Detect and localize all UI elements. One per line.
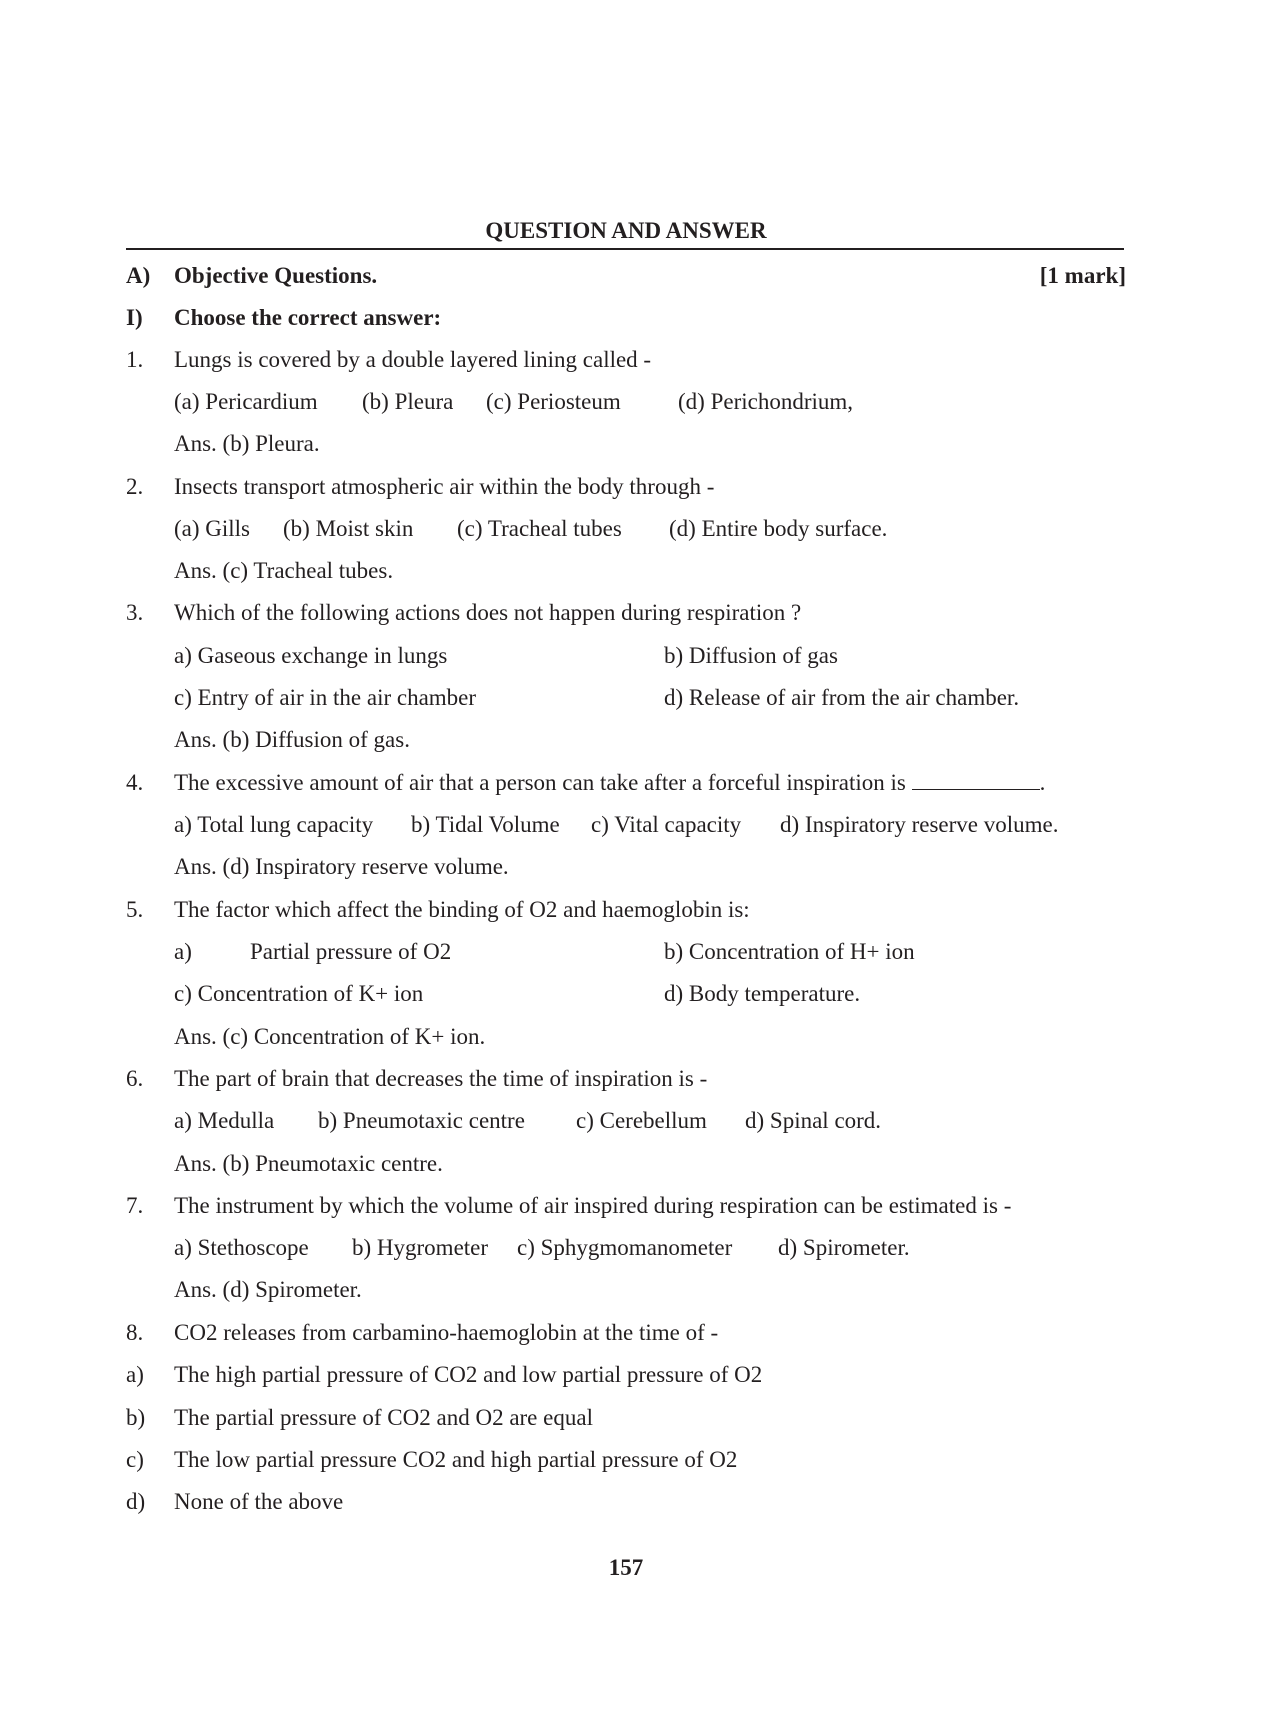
option: (d) Entire body surface. xyxy=(669,516,888,541)
question-text: Lungs is covered by a double layered lining called - xyxy=(174,347,652,372)
question-5-options-row-2 xyxy=(126,978,1126,1010)
answer-text: Ans. (b) Diffusion of gas. xyxy=(174,727,410,752)
option-text: The partial pressure of CO2 and O2 are equal xyxy=(174,1405,593,1430)
question-8-option-a xyxy=(126,1359,1126,1391)
subsection-label: I) xyxy=(126,305,143,330)
option: a) Medulla xyxy=(174,1108,275,1133)
question-1 xyxy=(126,344,1126,376)
option-text: The low partial pressure CO2 and high partial pressure of O2 xyxy=(174,1447,738,1472)
question-7-answer xyxy=(126,1274,1126,1306)
option: a) Gaseous exchange in lungs xyxy=(174,643,448,668)
question-2-answer xyxy=(126,555,1126,587)
question-5-options-row-1 xyxy=(126,936,1126,968)
option: Partial pressure of O2 xyxy=(250,939,452,964)
question-text: Insects transport atmospheric air within the body through - xyxy=(174,474,715,499)
question-6 xyxy=(126,1063,1126,1095)
question-1-options xyxy=(126,386,1126,418)
question-4 xyxy=(126,767,1126,799)
answer-blank xyxy=(912,767,1040,790)
question-number: 2. xyxy=(126,474,144,499)
option-label: a) xyxy=(174,939,192,964)
option: d) Spirometer. xyxy=(778,1235,910,1260)
question-3-answer xyxy=(126,724,1126,756)
question-3 xyxy=(126,597,1126,629)
question-number: 5. xyxy=(126,897,144,922)
section-heading xyxy=(126,260,1126,292)
question-text: The factor which affect the binding of O2 and haemoglobin is: xyxy=(174,897,750,922)
question-1-answer xyxy=(126,428,1126,460)
subsection-title: Choose the correct answer: xyxy=(174,305,442,330)
option: (a) Gills xyxy=(174,516,251,541)
question-8-option-b xyxy=(126,1402,1126,1434)
question-8-option-d xyxy=(126,1486,1126,1518)
option: (d) Perichondrium, xyxy=(678,389,854,414)
option: c) Cerebellum xyxy=(576,1108,707,1133)
question-4-options xyxy=(126,809,1126,841)
option: (b) Moist skin xyxy=(283,516,414,541)
option: b) Tidal Volume xyxy=(411,812,560,837)
option: c) Sphygmomanometer xyxy=(517,1235,733,1260)
page-number: 157 xyxy=(608,1555,644,1580)
title-underline xyxy=(126,248,1124,250)
page-title: QUESTION AND ANSWER xyxy=(485,218,767,243)
question-3-options-row-2 xyxy=(126,682,1126,714)
question-text: The part of brain that decreases the time of inspiration is - xyxy=(174,1066,708,1091)
option: d) Release of air from the air chamber. xyxy=(664,685,1020,710)
answer-text: Ans. (d) Inspiratory reserve volume. xyxy=(174,854,509,879)
option: d) Spinal cord. xyxy=(745,1108,882,1133)
question-text-end: . xyxy=(1039,770,1046,795)
option-label: b) xyxy=(126,1405,146,1430)
answer-text: Ans. (c) Tracheal tubes. xyxy=(174,558,394,583)
option: b) Diffusion of gas xyxy=(664,643,838,668)
question-2 xyxy=(126,471,1126,503)
question-4-answer xyxy=(126,851,1126,883)
question-text: The excessive amount of air that a person can take after a forceful inspiration is xyxy=(174,770,906,795)
question-7-options xyxy=(126,1232,1126,1264)
option-label: a) xyxy=(126,1362,144,1387)
question-7 xyxy=(126,1190,1126,1222)
answer-text: Ans. (b) Pneumotaxic centre. xyxy=(174,1151,443,1176)
option: a) Stethoscope xyxy=(174,1235,309,1260)
section-marks: [1 mark] xyxy=(1039,263,1126,288)
question-3-options-row-1 xyxy=(126,640,1126,672)
question-number: 8. xyxy=(126,1320,144,1345)
question-6-options xyxy=(126,1105,1126,1137)
question-number: 7. xyxy=(126,1193,144,1218)
answer-text: Ans. (c) Concentration of K+ ion. xyxy=(174,1024,486,1049)
answer-text: Ans. (d) Spirometer. xyxy=(174,1277,362,1302)
question-8 xyxy=(126,1317,1126,1349)
question-text: The instrument by which the volume of air inspired during respiration can be estimated is - xyxy=(174,1193,1012,1218)
option: c) Vital capacity xyxy=(591,812,742,837)
option-text: The high partial pressure of CO2 and low partial pressure of O2 xyxy=(174,1362,763,1387)
question-2-options xyxy=(126,513,1126,545)
option-text: None of the above xyxy=(174,1489,344,1514)
question-8-option-c xyxy=(126,1444,1126,1476)
option: b) Pneumotaxic centre xyxy=(318,1108,525,1133)
answer-text: Ans. (b) Pleura. xyxy=(174,431,320,456)
section-label: A) xyxy=(126,263,151,288)
question-number: 1. xyxy=(126,347,144,372)
option: (c) Tracheal tubes xyxy=(457,516,622,541)
question-number: 4. xyxy=(126,770,144,795)
question-text: Which of the following actions does not happen during respiration ? xyxy=(174,600,802,625)
question-5-answer xyxy=(126,1021,1126,1053)
option: b) Concentration of H+ ion xyxy=(664,939,915,964)
option: (c) Periosteum xyxy=(486,389,621,414)
subsection-heading xyxy=(126,302,1126,334)
question-6-answer xyxy=(126,1148,1126,1180)
question-5 xyxy=(126,894,1126,926)
option: c) Entry of air in the air chamber xyxy=(174,685,477,710)
question-text: CO2 releases from carbamino-haemoglobin at the time of - xyxy=(174,1320,719,1345)
option: a) Total lung capacity xyxy=(174,812,374,837)
question-text-wrapper xyxy=(174,767,1045,799)
option-label: d) xyxy=(126,1489,146,1514)
question-number: 6. xyxy=(126,1066,144,1091)
option: b) Hygrometer xyxy=(352,1235,489,1260)
option: (a) Pericardium xyxy=(174,389,318,414)
option: d) Body temperature. xyxy=(664,981,861,1006)
section-title: Objective Questions. xyxy=(174,263,378,288)
question-number: 3. xyxy=(126,600,144,625)
option: d) Inspiratory reserve volume. xyxy=(780,812,1059,837)
option: (b) Pleura xyxy=(362,389,454,414)
option-label: c) xyxy=(126,1447,144,1472)
option: c) Concentration of K+ ion xyxy=(174,981,424,1006)
